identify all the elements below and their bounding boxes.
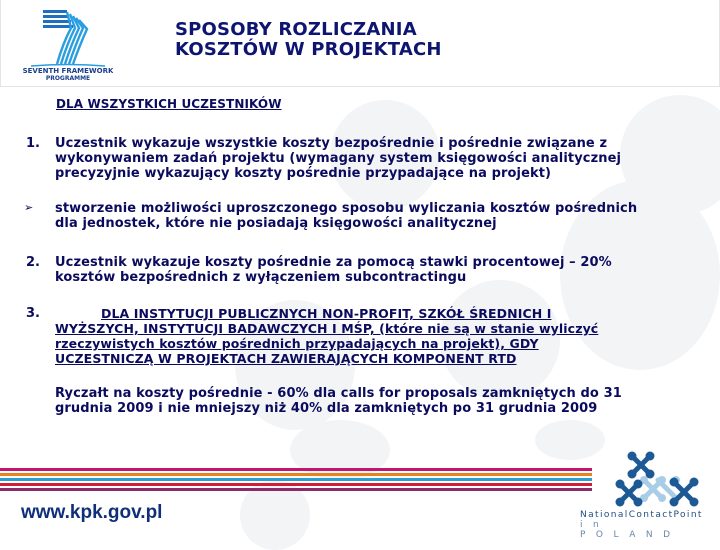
text-line: rzeczywistych kosztów pośrednich przypadających na projekt), GDY — [55, 336, 539, 351]
list-marker: 1. — [26, 136, 40, 151]
ncp-line1: NationalContactPoint — [580, 510, 703, 520]
text-line: WYŻSZYCH, INSTYTUCJI BADAWCZYCH I MŚP, (które nie są w stanie wyliczyć — [55, 321, 599, 336]
page-title — [175, 20, 442, 60]
fp7-logo-icon — [23, 8, 113, 82]
stripe — [0, 478, 592, 481]
text-line: Uczestnik wykazuje wszystkie koszty bezpośrednie i pośrednie związane z — [55, 136, 608, 151]
text-line: UCZESTNICZĄ W PROJEKTACH ZAWIERAJĄCYCH KOMPONENT RTD — [55, 351, 517, 366]
text-line: grudnia 2009 i nie mniejszy niż 40% dla zamkniętych po 31 grudnia 2009 — [55, 401, 598, 416]
stripe — [0, 468, 592, 471]
list-item-3 — [55, 306, 598, 366]
list-marker: 3. — [26, 306, 40, 321]
list-subitem — [55, 201, 637, 231]
text-line: DLA INSTYTUCJI PUBLICZNYCH NON-PROFIT, SZKÓŁ ŚREDNICH I — [101, 306, 552, 321]
background-decoration — [535, 420, 605, 460]
section-heading: DLA WSZYSTKICH UCZESTNIKÓW — [56, 97, 282, 111]
website-link[interactable]: www.kpk.gov.pl — [21, 502, 163, 523]
text-line: Uczestnik wykazuje koszty pośrednie za pomocą stawki procentowej – 20% — [55, 255, 612, 270]
text-line: precyzyjnie wykazujący koszty pośrednie przypadające na projekt) — [55, 166, 552, 181]
list-marker: 2. — [26, 255, 40, 270]
ncp-line2: in POLAND — [580, 520, 681, 540]
title-line: SPOSOBY ROZLICZANIA — [175, 19, 417, 40]
stripe — [0, 473, 592, 476]
text-line: dla jednostek, które nie posiadają księgowości analitycznej — [55, 216, 497, 231]
ncp-molecule-logo-icon — [600, 450, 710, 512]
slide-header — [0, 0, 720, 87]
ncp-logo-text — [580, 510, 720, 540]
svg-text:PROGRAMME: PROGRAMME — [45, 75, 91, 82]
text-line: stworzenie możliwości uproszczonego sposobu wyliczania kosztów pośrednich — [55, 201, 638, 216]
svg-text:SEVENTH FRAMEWORK: SEVENTH FRAMEWORK — [23, 67, 113, 75]
text-line: kosztów bezpośrednich z wyłączeniem subcontractingu — [55, 270, 467, 285]
title-line: KOSZTÓW W PROJEKTACH — [175, 39, 442, 60]
list-item-2 — [55, 255, 612, 285]
list-item-1 — [55, 136, 621, 181]
arrow-bullet-icon: ➢ — [24, 201, 34, 214]
text-line: wykonywaniem zadań projektu (wymagany system księgowości analitycznej — [55, 151, 622, 166]
stripe — [0, 483, 592, 486]
text-line: Ryczałt na koszty pośrednie - 60% dla calls for proposals zamkniętych do 31 — [55, 386, 622, 401]
decorative-stripes — [0, 468, 592, 493]
lump-sum-text — [55, 386, 622, 416]
stripe — [0, 488, 592, 491]
